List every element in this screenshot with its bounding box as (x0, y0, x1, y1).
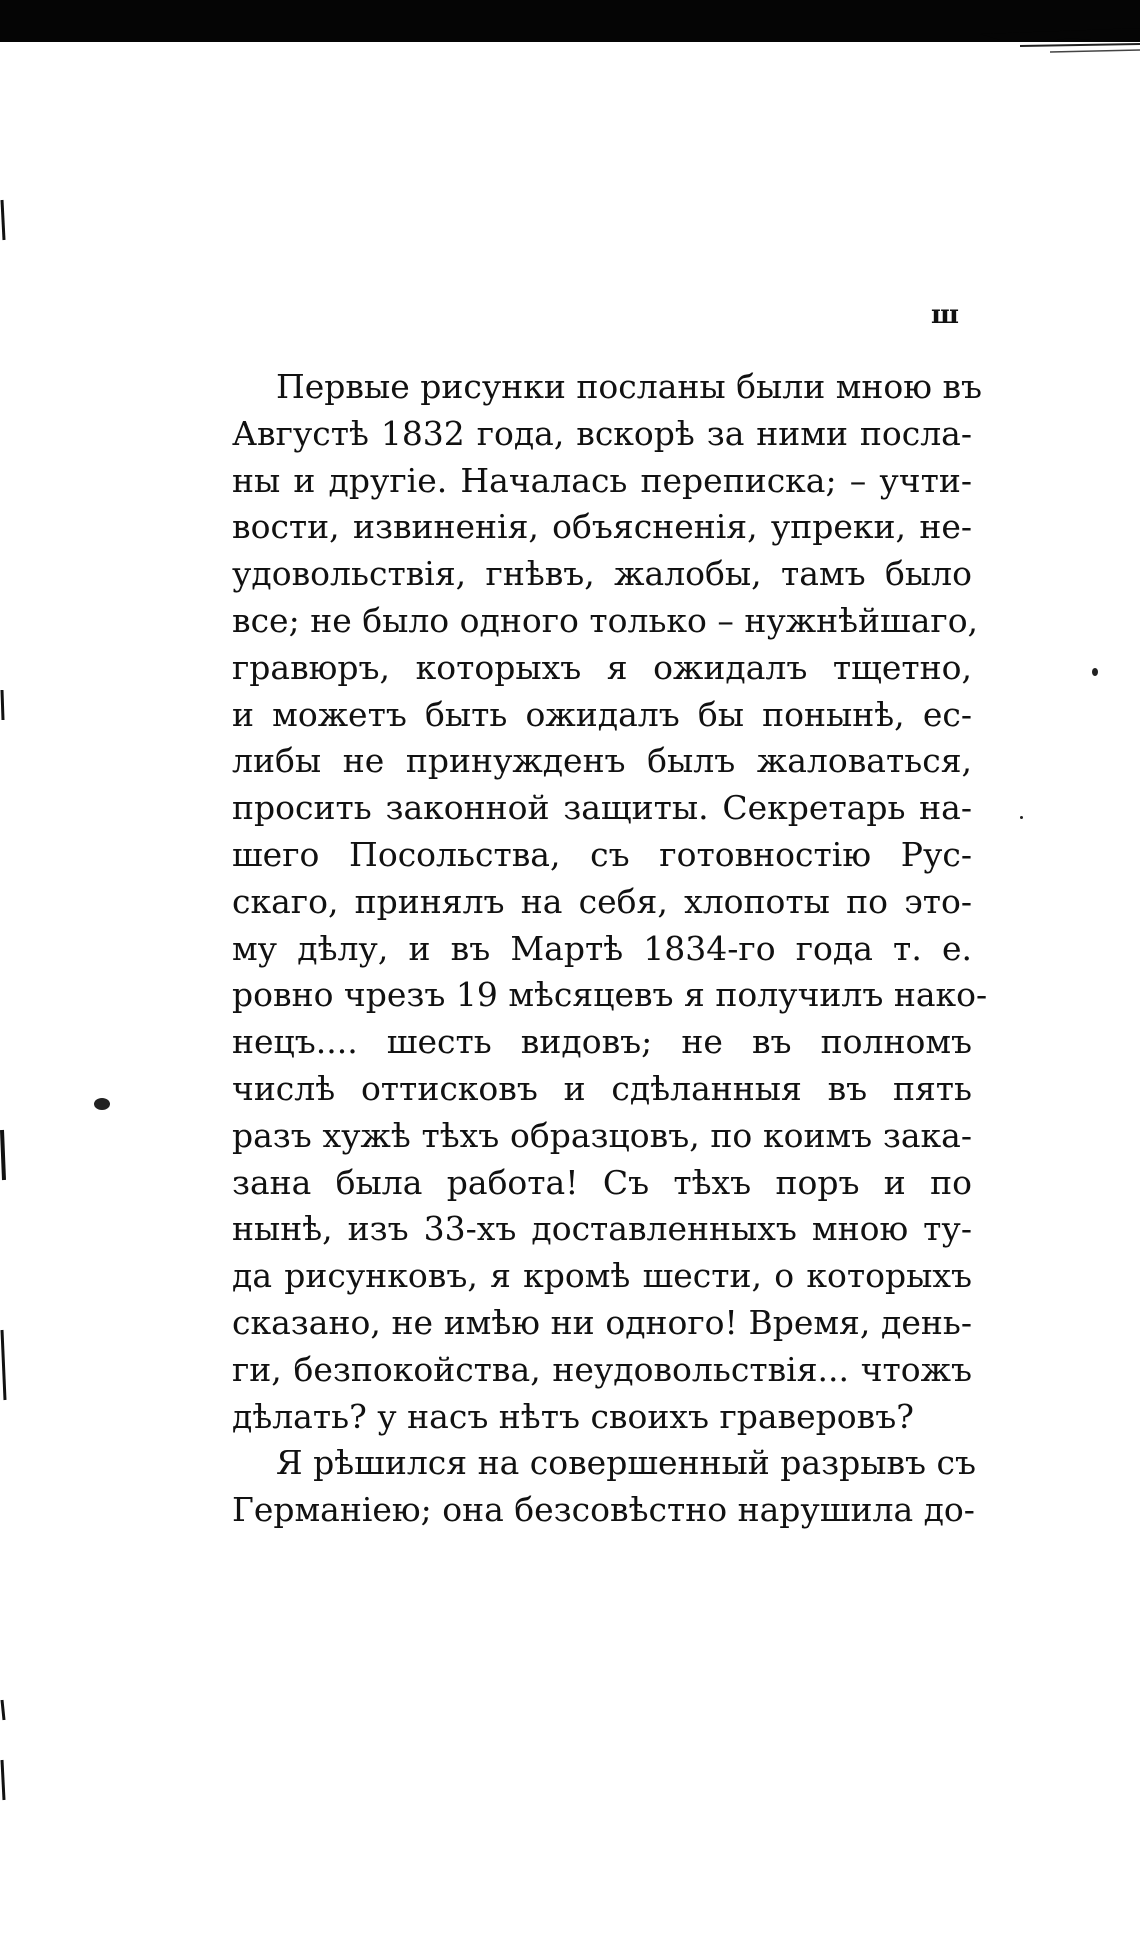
ink-blot (94, 1098, 110, 1110)
text-line: ровно чрезъ 19 мѣсяцевъ я получилъ нако- (232, 975, 988, 1015)
text-line: сказано, не имѣю ни одного! Время, день- (232, 1302, 972, 1342)
text-line: и можетъ быть ожидалъ бы понынѣ, ес- (232, 694, 972, 734)
text-line: скаго, принялъ на себя, хлопоты по это- (232, 881, 972, 921)
text-line: ги, безпокойства, неудовольствія... чтожъ (232, 1349, 972, 1389)
body-text (232, 364, 988, 1534)
text-line: зана была работа! Съ тѣхъ поръ и по (232, 1162, 972, 1202)
page-number: ш (931, 300, 960, 330)
text-line: да рисунковъ, я кромѣ шести, о которыхъ (232, 1256, 972, 1296)
text-line: Первые рисунки посланы были мною въ (276, 367, 983, 406)
ink-dot (1092, 668, 1098, 676)
text-line: удовольствія, гнѣвъ, жалобы, тамъ было (232, 554, 972, 594)
text-line: Германіею; она безсовѣстно нарушила до- (232, 1490, 975, 1530)
text-line: Я рѣшился на совершенный разрывъ съ (276, 1443, 977, 1483)
text-line: либы не принужденъ былъ жаловаться, (232, 741, 972, 781)
scan-top-border (0, 0, 1140, 42)
text-line: нынѣ, изъ 33-хъ доставленныхъ мною ту- (232, 1209, 972, 1249)
text-line: разъ хужѣ тѣхъ образцовъ, по коимъ зака- (232, 1115, 972, 1155)
scan-top-right-edge (980, 28, 1140, 58)
text-line: числѣ оттисковъ и сдѣланныя въ пять (232, 1068, 972, 1108)
ink-dot (1020, 816, 1023, 819)
scan-left-edge (0, 0, 10, 1960)
text-line: шего Посольства, съ готовностію Рус- (232, 834, 972, 874)
text-line: просить законной защиты. Секретарь на- (232, 788, 972, 828)
text-line: вости, извиненія, объясненія, упреки, не- (232, 507, 972, 547)
text-line: все; не было одного только – нужнѣйшаго, (232, 600, 979, 640)
text-line: дѣлать? у насъ нѣтъ своихъ граверовъ? (232, 1396, 914, 1436)
text-line: му дѣлу, и въ Мартѣ 1834-го года т. е. (232, 928, 972, 968)
text-line: ны и другіе. Началась переписка; – учти- (232, 460, 972, 500)
text-line: Августѣ 1832 года, вскорѣ за ними посла- (232, 413, 972, 453)
text-line: нецъ.... шесть видовъ; не въ полномъ (232, 1022, 972, 1062)
text-line: гравюръ, которыхъ я ожидалъ тщетно, (232, 647, 972, 687)
